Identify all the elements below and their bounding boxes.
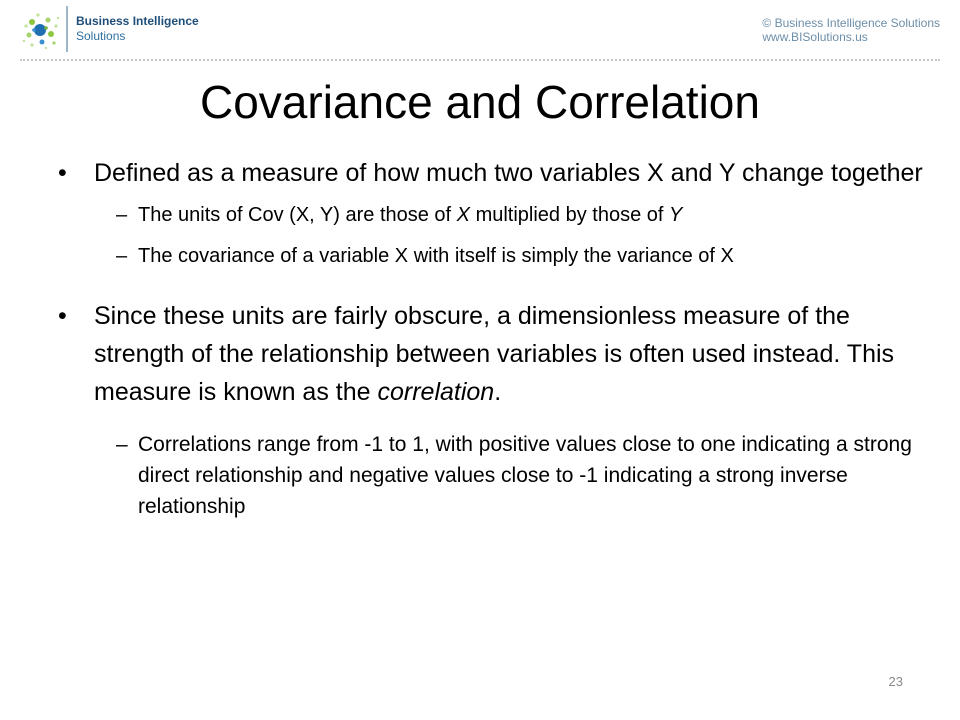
dash-mark: – bbox=[116, 204, 128, 226]
copyright-text: © Business Intelligence Solutions bbox=[762, 16, 940, 30]
subbullet-units bbox=[58, 201, 928, 230]
bullet-mark: • bbox=[58, 302, 67, 330]
bullet-definition bbox=[58, 155, 928, 191]
subbullet-text-part1: The units of Cov (X, Y) are those of bbox=[138, 204, 457, 226]
subbullet-italic-x: X bbox=[456, 204, 471, 226]
bullet-correlation bbox=[58, 297, 928, 411]
copyright-block bbox=[762, 16, 940, 44]
bis-logo-icon bbox=[18, 8, 62, 52]
logo-company-name: Business Intelligence bbox=[76, 14, 199, 28]
bullet-mark: • bbox=[58, 159, 67, 187]
subbullet-text: Correlations range from -1 to 1, with positive values close to one indicating a strong direct relationship and negative values close to -1 indicating a strong inverse relationship bbox=[138, 433, 912, 518]
slide-body bbox=[58, 155, 928, 534]
bullet-italic-correlation: correlation bbox=[377, 378, 495, 406]
bullet-text-part1: Since these units are fairly obscure, a dimensionless measure of the strength of the relationship between variables is often used instead. This measure is known as the bbox=[94, 302, 895, 406]
subbullet-correlation-range bbox=[58, 429, 928, 522]
logo-divider bbox=[66, 6, 68, 52]
logo-text bbox=[76, 14, 199, 44]
bullet-text: Defined as a measure of how much two variables X and Y change together bbox=[94, 159, 923, 187]
dash-mark: – bbox=[116, 245, 128, 267]
logo-company-subname: Solutions bbox=[76, 29, 126, 43]
dash-mark: – bbox=[116, 433, 128, 456]
slide-title: Covariance and Correlation bbox=[200, 76, 760, 128]
subbullet-italic-y: Y bbox=[669, 204, 683, 226]
subbullet-text-part2: multiplied by those of bbox=[470, 204, 670, 226]
website-url: www.BISolutions.us bbox=[762, 30, 868, 44]
slide-number: 23 bbox=[888, 674, 903, 689]
header-dotted-divider bbox=[20, 59, 940, 61]
bullet-text-part2: . bbox=[494, 378, 502, 406]
subbullet-text: The covariance of a variable X with itself is simply the variance of X bbox=[138, 245, 734, 267]
slide-header bbox=[0, 0, 960, 60]
subbullet-self-covariance bbox=[58, 242, 928, 271]
